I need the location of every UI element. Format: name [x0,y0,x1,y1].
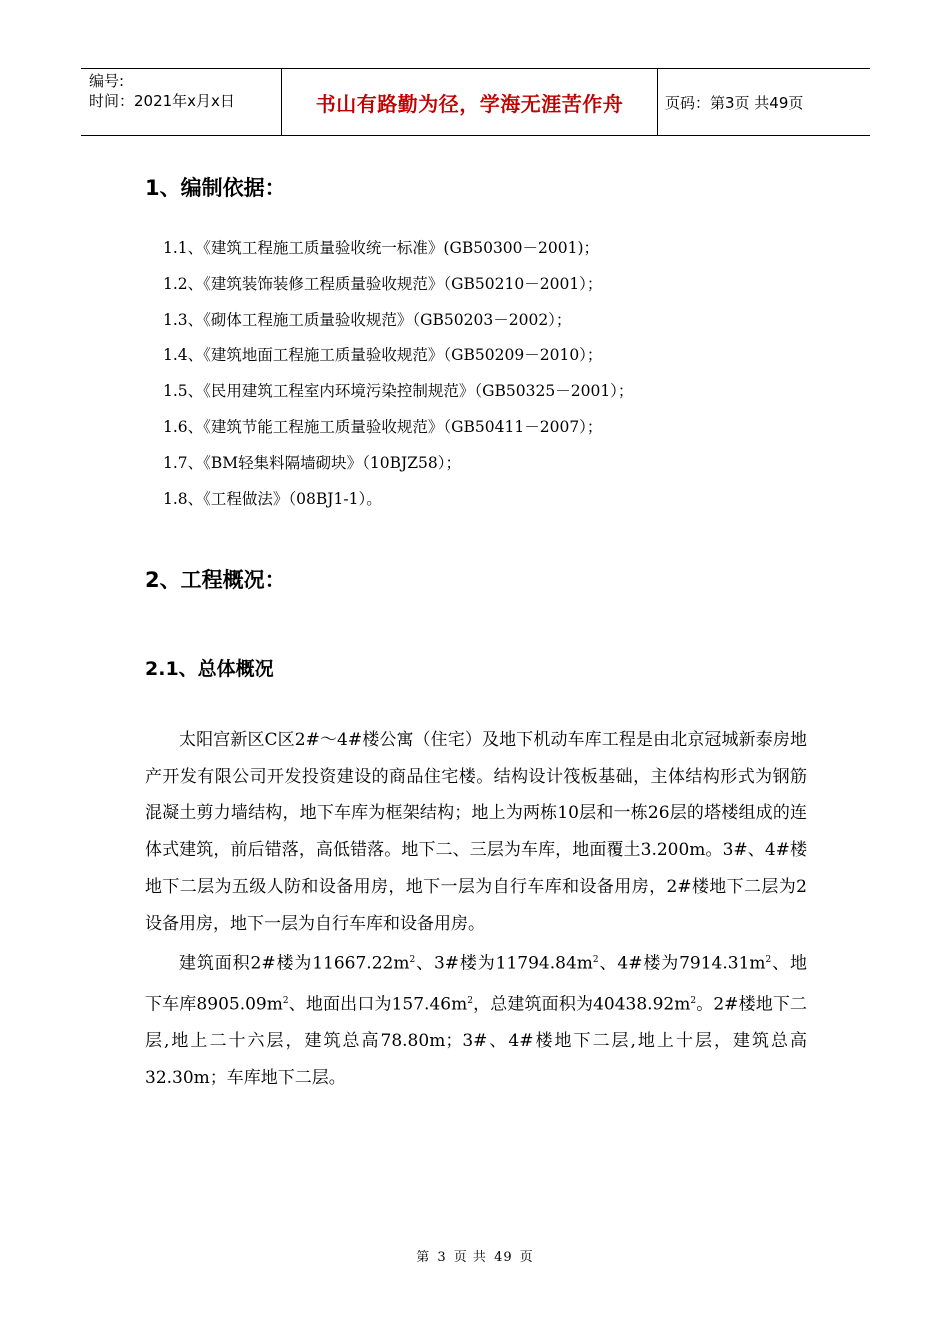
area-unit-sup: 2 [765,955,772,966]
document-number-label: 编号: [89,72,125,90]
area-text: 、4#楼为7914.31m [598,953,766,974]
overview-body [145,722,807,1096]
header-motto: 书山有路勤为径，学海无涯苦作舟 [282,69,658,135]
reference-item: 1.5、《民用建筑工程室内环境污染控制规范》（GB50325－2001）； [163,382,634,401]
header-meta [81,69,282,135]
area-unit-sup: 2 [282,995,289,1006]
reference-item: 1.4、《建筑地面工程施工质量验收规范》（GB50209－2010）； [163,346,603,365]
footer-page-number: 3 [437,1250,447,1265]
reference-item: 1.6、《建筑节能工程施工质量验收规范》（GB50411－2007）； [163,417,603,436]
area-unit-sup: 2 [467,995,473,1006]
reference-item: 1.8、《工程做法》（08BJ1-1）。 [163,489,382,508]
reference-item: 1.2、《建筑装饰装修工程质量验收规范》（GB50210－2001）； [163,274,603,293]
area-text: 建筑面积2#楼为11667.22m [179,953,410,974]
page-footer [0,1246,950,1265]
footer-total-pages: 49 [494,1250,513,1265]
area-text: 、地下车库8905.09m [145,953,808,1015]
footer-middle: 页 共 [453,1250,487,1265]
area-unit-sup: 2 [592,955,599,966]
area-text: 、地面出口为157.46m [288,994,468,1015]
area-unit-sup: 2 [409,955,416,966]
area-unit-sup: 2 [690,995,697,1006]
reference-list [163,236,633,522]
reference-item: 1.3、《砌体工程施工质量验收规范》（GB50203－2002）； [163,310,572,329]
document-time-label: 时间：2021年x月x日 [89,92,235,110]
area-text: 、3#楼为11794.84m [415,953,593,974]
reference-item: 1.1、《建筑工程施工质量验收统一标准》(GB50300－2001)； [163,239,600,257]
area-text: ，总建筑面积为40438.92m [472,994,691,1015]
footer-suffix: 页 [519,1250,534,1265]
header-page-info: 页码：第3页 共49页 [665,93,804,112]
reference-item: 1.7、《BM轻集料隔墙砌块》（10BJZ58）； [163,453,461,472]
overview-paragraph-2 [145,942,807,1096]
section-1-title: 1、编制依据： [145,176,286,200]
overview-paragraph-1: 太阳宫新区C区2#～4#楼公寓（住宅）及地下机动车库工程是由北京冠城新泰房地产开发有限公司开发投资建设的商品住宅楼。结构设计筏板基础，主体结构形式为钢筋混凝土剪力墙结构，地下车库为框架结构；地上为两栋10层和一栋26层的塔楼组成的连体式建筑，前后错落，高低错落。地下二、三层为车库，地面覆土3.200m。3#、4#楼地下二层为五级人防和设备用房，地下一层为自行车库和设备用房，2#楼地下二层为2设备用房，地下一层为自行车库和设备用房。 [145,730,807,934]
footer-prefix: 第 [416,1250,431,1265]
section-2-title: 2、工程概况： [145,568,286,592]
page-header [81,68,870,136]
subsection-2-1-title: 2.1、总体概况 [145,658,274,680]
area-text: 。2#楼地下二层,地上二十六层，建筑总高78.80m；3#、4#楼地下二层,地上十层，建筑总高32.30m；车库地下二层。 [145,994,808,1088]
